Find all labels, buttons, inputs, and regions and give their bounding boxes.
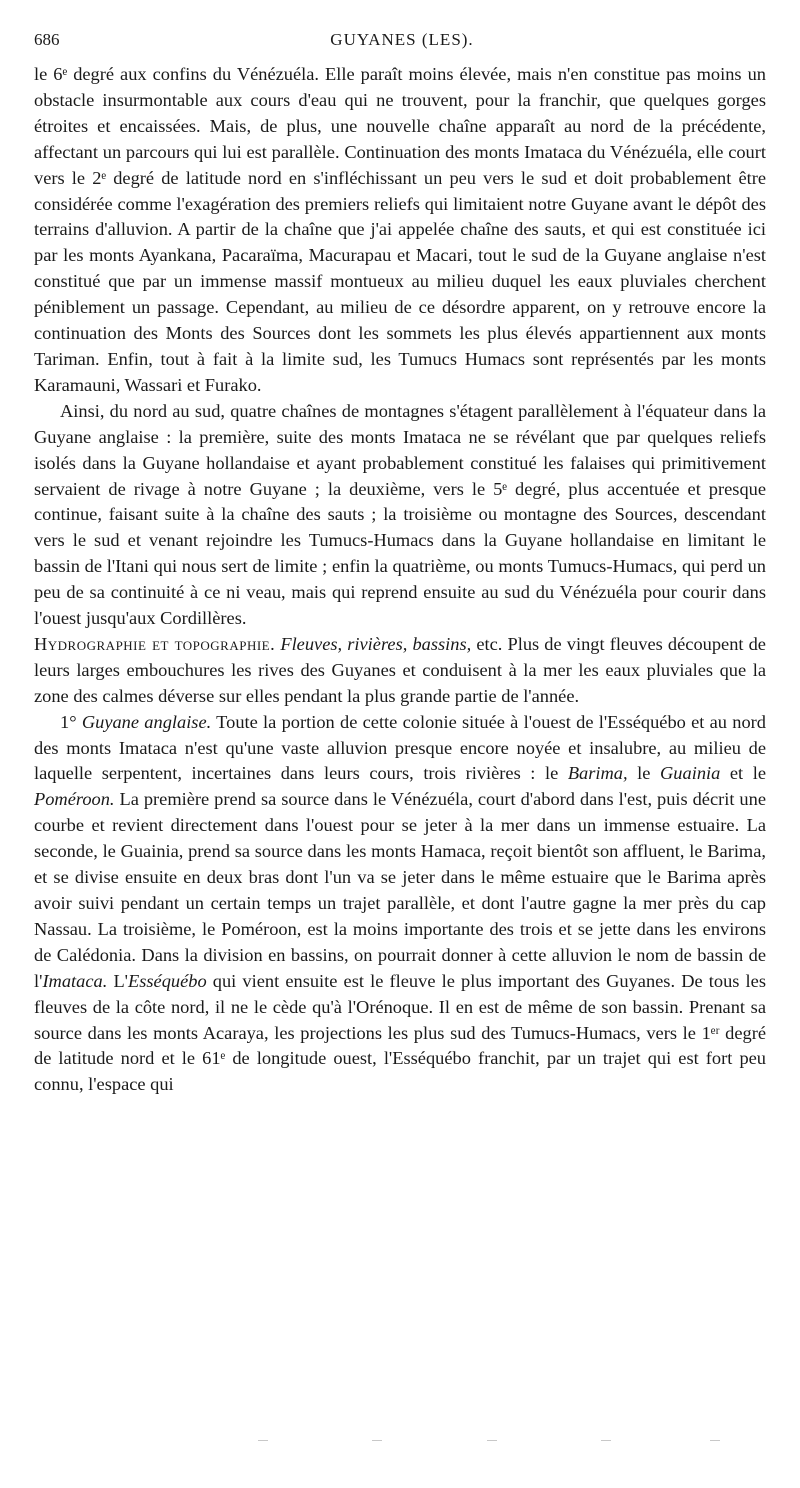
page-header — [34, 30, 770, 56]
paragraph-mountain-chains: Ainsi, du nord au sud, quatre chaînes de montagnes s'étagent parallèlement à l'équateur dans la Guyane anglaise : la première, suite des monts Imataca ne se révélant que par quelques reliefs isolés dans la Guyane hollandaise et ayant probablement constitué les falaises qui primitivement servaient de rivage à notre Guyane ; la deuxième, vers le 5ᵉ degré, plus accentuée et presque continue, faisant suite à la chaîne des sauts ; la troisième ou montagne des Sources, descendant vers le sud et venant rejoindre les Tumucs-Humacs dans la Guyane hollandaise en limitant le bassin de l'Itani qui nous sert de limite ; enfin la quatrième, ou monts Tumucs-Humacs, qui perd un peu de sa continuité à ce ni veau, mais qui reprend ensuite au sud du Vénézuéla pour courir dans l'ouest jusqu'aux Cordillères. — [34, 400, 766, 629]
river-name-pomeroon: Poméroon. — [34, 789, 115, 810]
scan-mark — [258, 1440, 268, 1441]
page-number: 686 — [34, 30, 60, 49]
section-heading-hydrography: Hydrographie et topographie. — [34, 633, 276, 654]
scan-mark — [487, 1440, 497, 1441]
scan-mark — [372, 1440, 382, 1441]
running-title: GUYANES (LES). — [330, 30, 474, 49]
paragraph-hydrography — [34, 632, 766, 710]
river-name-guainia: Guainia — [660, 763, 721, 784]
text-run: La première prend sa source dans le Vénézuéla, court d'abord dans l'est, puis décrit une courbe et revient directement dans l'ouest pour se jeter à la mer dans un immense estuaire. La seconde, le Guainia, prend sa source dans les monts Hamaca, reçoit bientôt son affluent, le Barima, et se divise ensuite en deux bras dont l'un va se jeter dans le même estuaire que le Barima après avoir suivi pendant un certain temps un trajet parallèle, et dont l'autre gagne la mer près du cap Nassau. La troisième, le Poméroon, est la moins importante des trois et se jette dans les environs de Calédonia. Dans la division en bassins, on pourrait donner à cette alluvion le nom de bassin de l' — [34, 789, 766, 991]
text-run: Toute la portion de cette colonie située à l'ouest de l'Esséquébo et au nord des monts Imataca n'est qu'une vaste alluvion presque encore noyée et insalubre, au milieu de laquelle serpentent, incertaines dans leurs cours, trois rivières : le — [34, 711, 766, 784]
section-heading-guyane-anglaise: Guyane anglaise. — [81, 711, 212, 732]
paragraph-guyane-anglaise — [34, 710, 766, 1099]
section-subheading: Fleuves, rivières, bassins, — [280, 633, 472, 654]
scan-mark — [601, 1440, 611, 1441]
text-run: le — [627, 763, 661, 784]
paragraph-text: etc. Plus de vingt fleuves découpent de leurs larges embouchures les rives des Guyanes et conduisent à la mer les eaux pluviales que la zone des calmes déverse sur elles pendant la plus grande partie de l'année. — [34, 633, 766, 706]
text-run: L' — [107, 970, 128, 991]
river-name-barima: Barima, — [567, 763, 628, 784]
body-text — [34, 62, 766, 1098]
scan-mark — [710, 1440, 720, 1441]
text-run: et le — [720, 763, 767, 784]
section-number: 1° — [60, 711, 77, 732]
page-bottom-marks — [0, 1440, 800, 1460]
text-run: qui vient ensuite est le fleuve le plus important des Guyanes. De tous les fleuves de la côte nord, il ne le cède qu'à l'Orénoque. Il en est de même de son bassin. Prenant sa source dans les monts Acaraya, les projections les plus sud des Tumucs-Humacs, vers le 1ᵉʳ degré de latitude nord et le 61ᵉ de longitude ouest, l'Esséquébo franchit, par un trajet qui est fort peu connu, l'espace qui — [34, 970, 766, 1095]
river-name-essequebo: Esséquébo — [128, 970, 207, 991]
paragraph-continuation: le 6ᵉ degré aux confins du Vénézuéla. Elle paraît moins élevée, mais n'en constitue pas moins un obstacle insurmontable aux cours d'eau qui ne trouvent, pour la franchir, que quelques gorges étroites et encaissées. Mais, de plus, une nouvelle chaîne apparaît au nord de la précédente, affectant un parcours qui lui est parallèle. Continuation des monts Imataca du Vénézuéla, elle court vers le 2ᵉ degré de latitude nord en s'infléchissant un peu vers le sud et doit probablement être considérée comme l'exagération des premiers reliefs qui limitaient notre Guyane avant le dépôt des terrains d'alluvion. A partir de la chaîne que j'ai appelée chaîne des sauts, et qui est constituée ici par les monts Ayankana, Pacaraïma, Macurapau et Macari, tout le sud de la Guyane anglaise n'est constitué que par un immense massif montueux au milieu duquel les eaux pluviales cherchent péniblement un passage. Cependant, au milieu de ce désordre apparent, on y retrouve encore la continuation des Monts des Sources dont les sommets les plus élevés appartiennent aux monts Tariman. Enfin, tout à fait à la limite sud, les Tumucs Humacs sont représentés par les monts Karamauni, Wassari et Furako. — [34, 64, 766, 395]
basin-name-imataca: Imataca. — [42, 970, 108, 991]
